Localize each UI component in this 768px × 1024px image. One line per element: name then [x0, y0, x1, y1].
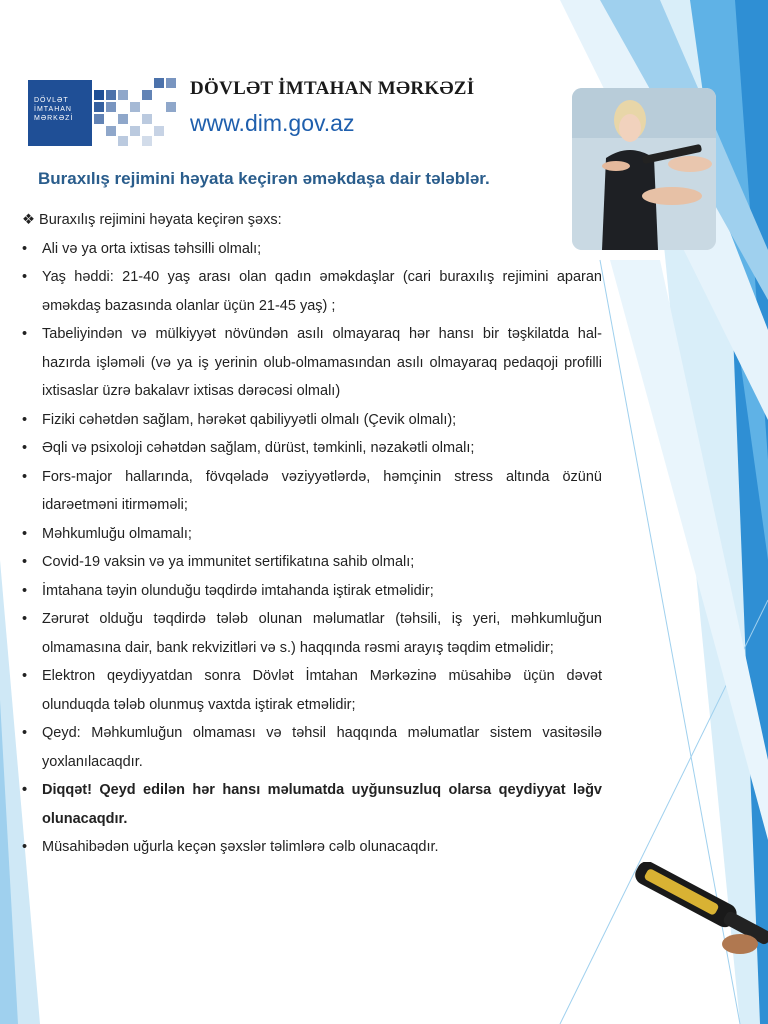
metal-detector-image [600, 862, 768, 972]
list-item: • Elektron qeydiyyatdan sonra Dövlət İmtahan Mərkəzinə müsahibə üçün dəvət olunduqda tələb olunmuş vaxtda iştirak etməlidir; [22, 662, 602, 719]
list-item: • Müsahibədən uğurla keçən şəxslər təlimlərə cəlb olunacaqdır. [22, 833, 602, 862]
website-link[interactable]: www.dim.gov.az [190, 110, 355, 136]
requirements-list [22, 235, 602, 862]
list-item: • İmtahana təyin olunduğu təqdirdə imtahanda iştirak etməlidir; [22, 577, 602, 606]
list-item: • Diqqət! Qeyd edilən hər hansı məlumatda uyğunsuzluq olarsa qeydiyyat ləğv olunacaqdır. [22, 776, 602, 833]
requirements-content [22, 206, 602, 862]
document-title: Buraxılış rejimini həyata keçirən əməkdaşa dair tələblər. [38, 169, 490, 188]
lead-line: ❖ Buraxılış rejimini həyata keçirən şəxs: [22, 212, 282, 228]
list-item: • Məhkumluğu olmamalı; [22, 520, 602, 549]
dim-logo [28, 70, 188, 152]
list-item: • Yaş həddi: 21-40 yaş arası olan qadın əməkdaşlar (cari buraxılış rejimini aparan əməkdaş bazasında olanlar üçün 21-45 yaş) ; [22, 263, 602, 320]
list-item: • Qeyd: Məhkumluğun olmaması və təhsil haqqında məlumatlar sistem vasitəsilə yoxlanılacaqdır. [22, 719, 602, 776]
list-item: • Ali və ya orta ixtisas təhsilli olmalı; [22, 235, 602, 264]
list-item: • Tabeliyindən və mülkiyyət növündən asılı olmayaraq hər hansı bir təşkilatda hal-hazırda işləməli (və ya iş yerinin olub-olmamasından asılı olmayaraq pedaqoji profilli ixtisaslar üzrə bakalavr ixtisas dərəcəsi olmalı) [22, 320, 602, 406]
list-item: • Fors-major hallarında, fövqəladə vəziyyətlərdə, həmçinin stress altında özünü idarəetməni itirməməli; [22, 463, 602, 520]
list-item: • Fiziki cəhətdən sağlam, hərəkət qabiliyyətli olmalı (Çevik olmalı); [22, 406, 602, 435]
logo-text: DÖVLƏT İMTAHAN MƏRKƏZİ [34, 97, 74, 122]
list-item: • Covid-19 vaksin və ya immunitet sertifikatına sahib olmalı; [22, 548, 602, 577]
org-name: DÖVLƏT İMTAHAN MƏRKƏZİ [190, 78, 475, 99]
metal-detector-icon [600, 862, 768, 972]
list-item: • Əqli və psixoloji cəhətdən sağlam, dürüst, təmkinli, nəzakətli olmalı; [22, 434, 602, 463]
list-item: • Zərurət olduğu təqdirdə tələb olunan məlumatlar (təhsili, iş yeri, məhkumluğun olmamasına dair, bank rekvizitləri və s.) haqqında rəsmi arayış təqdim etməlidir; [22, 605, 602, 662]
